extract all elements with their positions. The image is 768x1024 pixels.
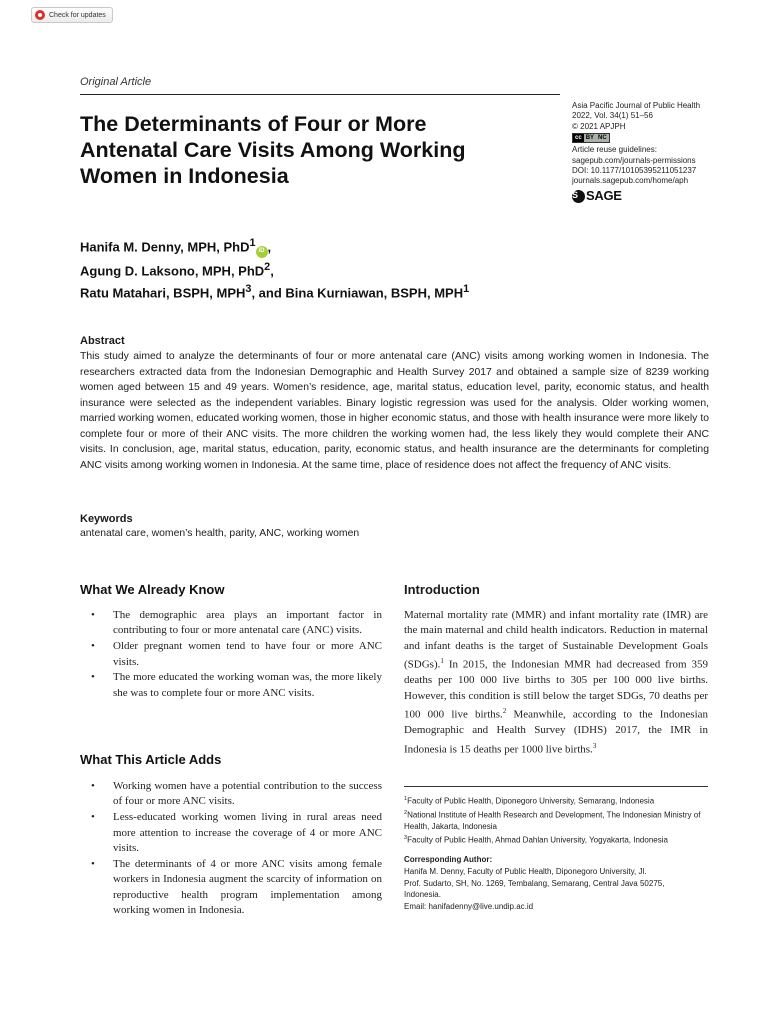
sage-publisher-logo: [572, 190, 742, 203]
corresponding-author-heading: Corresponding Author:: [404, 855, 493, 864]
affiliation-marker: 1: [463, 283, 470, 296]
journal-volume: 2022, Vol. 34(1) 51–56: [572, 111, 653, 121]
what-this-adds-heading: What This Article Adds: [80, 752, 222, 767]
list-item: • The demographic area plays an important factor in contributing to four or more antenatal care (ANC) visits.: [80, 608, 382, 639]
by-icon: BY: [585, 135, 595, 142]
citation-marker[interactable]: 2: [502, 707, 507, 716]
author-name: Agung D. Laksono, MPH, PhD: [80, 262, 265, 278]
affiliation-text: Faculty of Public Health, Diponegoro University, Semarang, Indonesia: [407, 796, 655, 806]
affiliation-item: [404, 794, 708, 807]
affiliation-item: [404, 808, 708, 833]
nc-icon: NC: [598, 135, 607, 142]
affiliation-text: Faculty of Public Health, Ahmad Dahlan University, Yogyakarta, Indonesia: [407, 835, 668, 845]
footnote-divider: [404, 786, 708, 787]
journal-name: Asia Pacific Journal of Public Health: [572, 101, 701, 110]
what-we-know-heading: What We Already Know: [80, 582, 225, 597]
introduction-body: [404, 608, 708, 758]
reuse-guidelines-label: Article reuse guidelines:: [572, 145, 657, 155]
affiliation-marker: 2: [264, 260, 271, 273]
check-for-updates-button[interactable]: [31, 7, 113, 23]
permissions-link[interactable]: sagepub.com/journals-permissions: [572, 155, 696, 165]
list-item: • Older pregnant women tend to have four or more ANC visits.: [80, 639, 382, 670]
journal-homepage-link[interactable]: journals.sagepub.com/home/aph: [572, 176, 689, 186]
corresponding-author-line: Hanifa M. Denny, Faculty of Public Health, Diponegoro University, Jl.: [404, 866, 647, 876]
title-line: Women in Indonesia: [80, 164, 289, 188]
what-this-adds-list: [80, 779, 382, 919]
author-separator: ,: [267, 239, 272, 255]
keywords-heading: Keywords: [80, 513, 133, 525]
check-for-updates-label: Check for updates: [49, 11, 106, 19]
what-we-know-list: [80, 608, 382, 702]
cc-icon: cc: [575, 135, 582, 142]
affiliation-number: 1: [404, 796, 408, 802]
list-item: • The determinants of 4 or more ANC visits among female workers in Indonesia augment the scarcity of information on reproductive health program implementation among working women in Indonesia.: [80, 857, 382, 919]
author-name: Ratu Matahari, BSPH, MPH: [80, 285, 246, 301]
doi-link[interactable]: DOI: 10.1177/10105395211051237: [572, 166, 697, 176]
abstract-body: This study aimed to analyze the determinants of four or more antenatal care (ANC) visits among working women in Indonesia. The researchers extracted data from the Indonesian Demographic and Health Survey 2017 and obtained a sample size of 8239 working women aged between 15 and 49 years. Women’s residence, age, marital status, education level, parity, economic status, and health insurance were selected as the independent variables. Binary logistic regression was used for the analysis. Older working women, married working women, educated working women, those in higher economic status, and those with health insurance were more likely to complete four or more of their ANC visits. The more children the working women had, the less likely they would complete their ANC visits. In conclusion, age, marital status, education, parity, economic status, and health insurance are the determinants for completing ANC visits among working women in Indonesia. At the same time, place of residence does not affect the frequency of ANC visits.: [80, 351, 709, 471]
intro-text-segment: Maternal mortality rate (MMR) and infant mortality rate (IMR) are the main maternal and child health indicators. Reduction in maternal and infant deaths is the target of Sustainable Development Goals (SDGs).: [404, 609, 708, 671]
title-line: The Determinants of Four or More: [80, 112, 427, 136]
author-list: [80, 234, 469, 303]
sage-logo-text: SAGE: [586, 188, 622, 204]
affiliation-item: [404, 833, 708, 846]
affiliation-marker: 1: [249, 237, 256, 249]
journal-copyright: © 2021 APJPH: [572, 121, 626, 131]
list-item: • Working women have a potential contribution to the success of four or more ANC visits.: [80, 779, 382, 810]
article-type-label: Original Article: [80, 76, 152, 88]
keywords-list: antenatal care, women’s health, parity, ANC, working women: [80, 528, 360, 539]
orcid-icon[interactable]: iD: [256, 246, 268, 258]
affiliation-marker: 3: [245, 283, 252, 296]
list-item: • Less-educated working women living in rural areas need more attention to increase the coverage of 4 or more ANC visits.: [80, 810, 382, 856]
corresponding-author-line: Indonesia.: [404, 890, 441, 900]
affiliation-number: 3: [404, 834, 408, 841]
affiliations-block: [404, 794, 708, 846]
affiliation-text: National Institute of Health Research and Development, The Indonesian Ministry of Health, Jakarta, Indonesia: [404, 810, 701, 831]
header-divider: [80, 94, 560, 95]
corresponding-author-line: Prof. Sudarto, SH, No. 1269, Tembalang, Semarang, Central Java 50275,: [404, 878, 665, 888]
intro-text-segment: Meanwhile, according to the Indonesian Demographic and Health Survey (IDHS) 2017, the IMR in Indonesia is 15 deaths per 1000 live births.: [404, 708, 709, 756]
list-item: • The more educated the working woman was, the more likely she was to complete four or more ANC visits.: [80, 670, 382, 701]
citation-marker[interactable]: 1: [440, 657, 444, 666]
author-name: , and Bina Kurniawan, BSPH, MPH: [251, 285, 464, 301]
corresponding-author-email[interactable]: Email: hanifadenny@live.undip.ac.id: [404, 902, 534, 912]
abstract-heading: Abstract: [80, 335, 125, 347]
introduction-heading: Introduction: [404, 582, 480, 597]
corresponding-author-block: [404, 854, 708, 913]
author-line: [80, 258, 469, 281]
author-separator: ,: [270, 262, 274, 278]
affiliation-number: 2: [404, 809, 408, 816]
author-line: [80, 280, 469, 303]
title-line: Antenatal Care Visits Among Working: [80, 138, 466, 162]
sage-s-icon: S: [572, 190, 585, 203]
author-line: [80, 234, 469, 258]
author-name: Hanifa M. Denny, MPH, PhD: [80, 239, 250, 255]
intro-text-segment: In 2015, the Indonesian MMR had decreased from 359 deaths per 100 000 live births to 305 per 100 000 live births. However, this condition is still below the target SDGs, 70 deaths per 100 000 live births.: [404, 658, 708, 721]
creative-commons-license-badge[interactable]: [572, 133, 610, 143]
crossmark-icon: [35, 10, 45, 20]
citation-marker[interactable]: 3: [592, 741, 597, 750]
article-title: [80, 111, 520, 189]
journal-info-block: [572, 101, 742, 203]
